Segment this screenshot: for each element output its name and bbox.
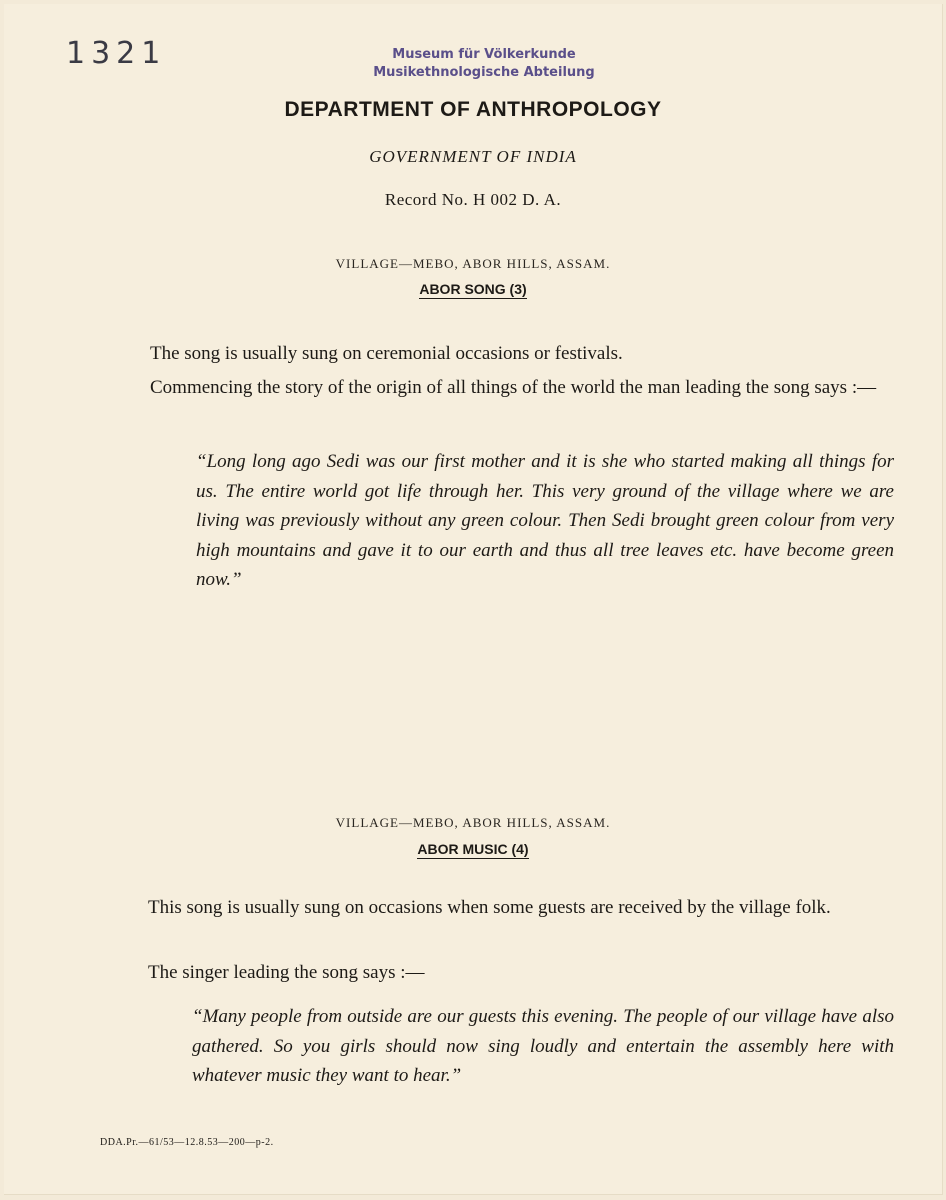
section2-paragraph-singer: The singer leading the song says :— [148, 962, 425, 983]
government-subtitle: GOVERNMENT OF INDIA [369, 147, 577, 166]
section2-heading-text: ABOR MUSIC (4) [417, 841, 529, 857]
document-page [4, 4, 943, 1195]
section2-village-line: VILLAGE—MEBO, ABOR HILLS, ASSAM. [335, 815, 611, 830]
section1-paragraph-commencing: Commencing the story of the origin of all things of the world the man leading the song says :— [150, 377, 877, 398]
section2-song-quote: “Many people from outside are our guests this evening. The people of our village have also gathered. So you girls should now sing loudly and entertain the assembly here with whatever music they want to hear.” [192, 1006, 894, 1086]
section2-paragraph-occasion: This song is usually sung on occasions when some guests are received by the village folk. [148, 897, 831, 918]
section1-heading-text: ABOR SONG (3) [419, 281, 527, 297]
handwritten-record-number: 1321 [66, 36, 167, 71]
museum-stamp [366, 46, 602, 82]
print-footer: DDA.Pr.—61/53—12.8.53—200—p-2. [100, 1137, 274, 1148]
section1-song-quote: “Long long ago Sedi was our first mother and it is she who started making all things for us. The entire world got life through her. This very ground of the village where we are living was previously without any green colour. Then Sedi brought green colour from very high mountains and gave it to our earth and thus all tree leaves etc. have become green now.” [196, 451, 894, 590]
section1-paragraph-occasion: The song is usually sung on ceremonial occasions or festivals. [150, 343, 623, 364]
section2-heading [4, 841, 942, 859]
section1-village-line: VILLAGE—MEBO, ABOR HILLS, ASSAM. [335, 256, 611, 271]
section1-heading [4, 281, 942, 299]
record-number: Record No. H 002 D. A. [384, 190, 562, 209]
stamp-line-museum: Museum für Völkerkunde [392, 47, 576, 62]
page-title: DEPARTMENT OF ANTHROPOLOGY [284, 98, 662, 121]
stamp-line-department: Musikethnologische Abteilung [373, 65, 595, 80]
